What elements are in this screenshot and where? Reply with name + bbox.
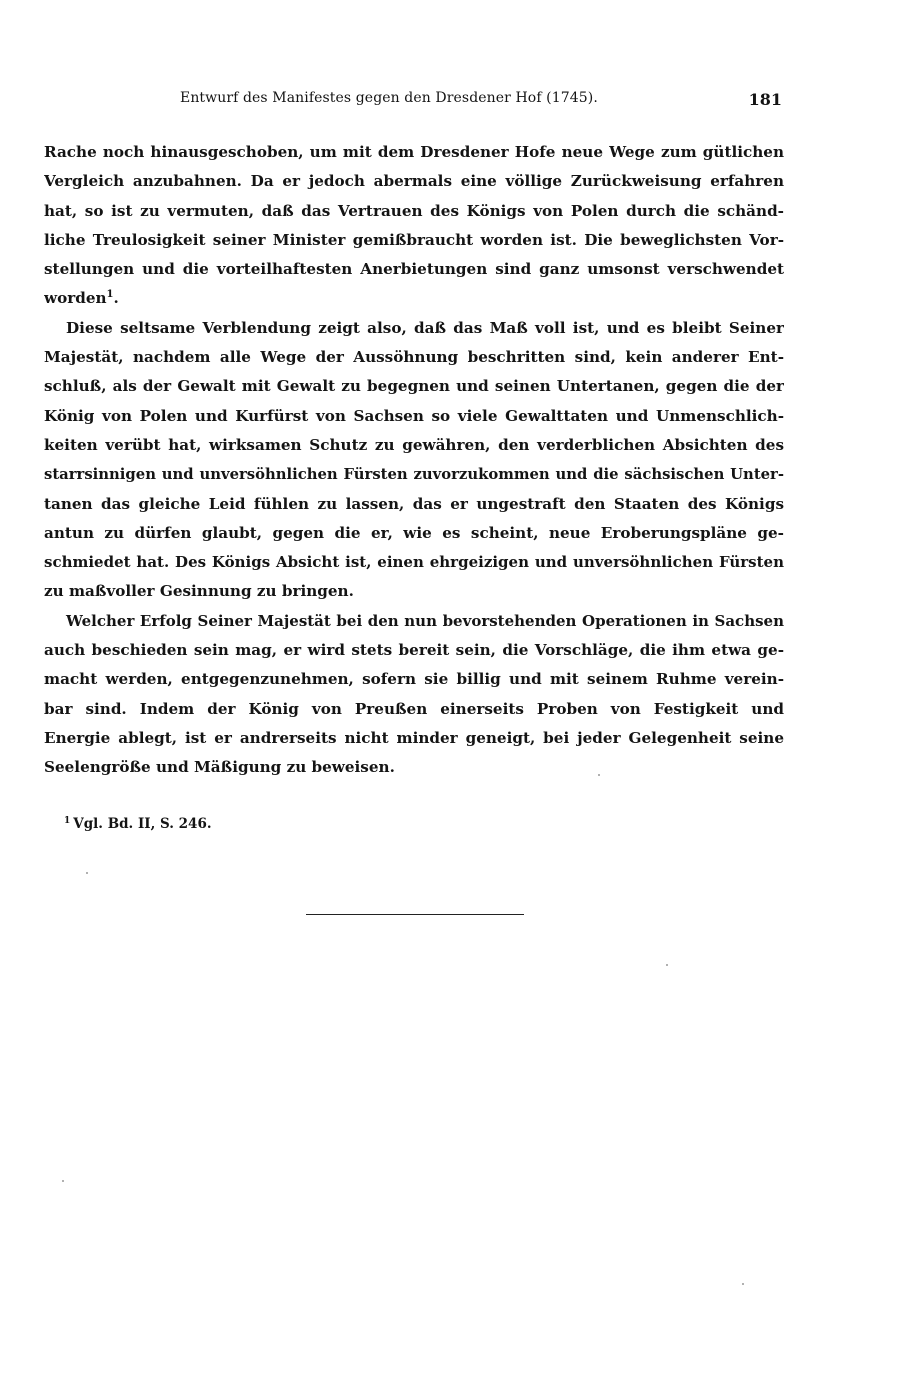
text-line: Majestät, nachdem alle Wege der Aussöhnung beschritten sind, kein anderer Ent-	[44, 348, 784, 367]
paragraph-3	[44, 607, 784, 783]
footnote-mark: 1	[64, 816, 71, 826]
text-line: auch beschieden sein mag, er wird stets bereit sein, die Vorschläge, die ihm etwa ge-	[44, 641, 784, 660]
footnote	[64, 816, 212, 832]
text-line: macht werden, entgegenzunehmen, sofern sie billig und mit seinem Ruhme verein-	[44, 670, 784, 689]
text-line: König von Polen und Kurfürst von Sachsen so viele Gewalttaten und Unmenschlich-	[44, 406, 784, 425]
paragraph-2	[44, 314, 784, 607]
text-line: schmiedet hat. Des Königs Absicht ist, einen ehrgeizigen und unversöhnlichen Fürsten	[44, 553, 784, 572]
text-line: stellungen und die vorteilhaftesten Anerbietungen sind ganz umsonst verschwendet	[44, 260, 784, 279]
text-line: hat, so ist zu vermuten, daß das Vertrauen des Königs von Polen durch die schänd-	[44, 201, 784, 220]
body-text	[44, 138, 784, 783]
text-line: liche Treulosigkeit seiner Minister gemißbraucht worden ist. Die beweglichsten Vor-	[44, 230, 784, 249]
text-line: starrsinnigen und unversöhnlichen Fürsten zuvorzukommen und die sächsischen Unter-	[44, 466, 784, 484]
text-line: Energie ablegt, ist er andrerseits nicht minder geneigt, bei jeder Gelegenheit seine	[44, 728, 784, 747]
text-line: antun zu dürfen glaubt, gegen die er, wie es scheint, neue Eroberungspläne ge-	[44, 523, 784, 542]
text-line: Vergleich anzubahnen. Da er jedoch abermals eine völlige Zurückweisung erfahren	[44, 172, 784, 191]
text-line: Rache noch hinausgeschoben, um mit dem Dresdener Hofe neue Wege zum gütlichen	[44, 143, 784, 161]
page-number: 181	[748, 90, 782, 109]
period: .	[113, 289, 119, 308]
text-line: Welcher Erfolg Seiner Majestät bei den nun bevorstehenden Operationen in Sachsen	[66, 611, 784, 630]
text-line: tanen das gleiche Leid fühlen zu lassen, das er ungestraft den Staaten des Königs	[44, 494, 784, 513]
print-speck	[666, 964, 668, 966]
running-title: Entwurf des Manifestes gegen den Dresdener Hof (1745).	[180, 90, 598, 106]
text-line: keiten verübt hat, wirksamen Schutz zu gewähren, den verderblichen Absichten des	[44, 435, 784, 454]
end-rule-divider	[306, 914, 524, 915]
text-line: schluß, als der Gewalt mit Gewalt zu begegnen und seinen Untertanen, gegen die der	[44, 377, 784, 396]
text-line-with-footnote	[44, 284, 784, 313]
print-speck	[598, 774, 600, 776]
footnote-reference[interactable]: 1	[106, 289, 114, 301]
text-line: Seelengröße und Mäßigung zu beweisen.	[44, 758, 395, 777]
text-line-segment: worden	[44, 289, 107, 308]
print-speck	[742, 1283, 744, 1285]
text-line: zu maßvoller Gesinnung zu bringen.	[44, 582, 354, 601]
text-line: Diese seltsame Verblendung zeigt also, daß das Maß voll ist, und es bleibt Seiner	[66, 318, 784, 337]
print-speck	[86, 872, 88, 874]
footnote-text: Vgl. Bd. II, S. 246.	[73, 816, 212, 832]
text-line: bar sind. Indem der König von Preußen einerseits Proben von Festigkeit und	[44, 699, 784, 718]
paragraph-1	[44, 138, 784, 314]
print-speck	[62, 1180, 64, 1182]
